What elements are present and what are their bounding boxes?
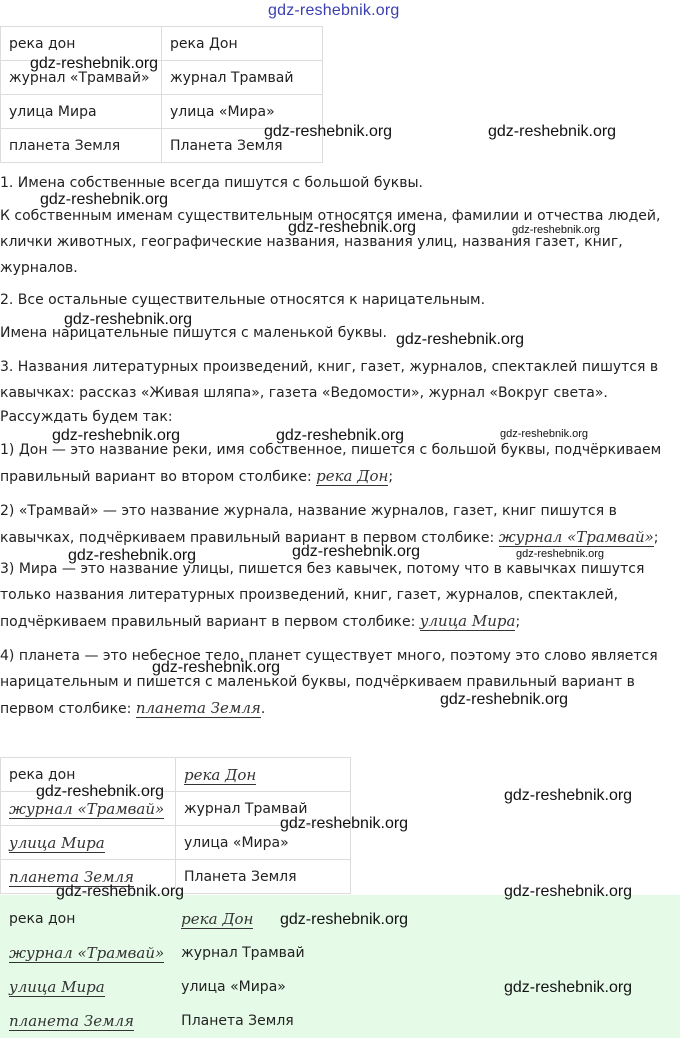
table-cell (176, 758, 351, 792)
table-row (1, 27, 323, 61)
punct: . (260, 701, 266, 717)
table-row (1, 758, 351, 792)
rule-2-detail: Имена нарицательные пишутся с маленькой буквы. (0, 325, 387, 341)
cell-text: журнал Трамвай (184, 800, 308, 817)
cell-text: река дон (9, 910, 76, 927)
table-cell (173, 936, 313, 970)
watermark: gdz-reshebnik.org (280, 815, 409, 832)
watermark: gdz-reshebnik.org (264, 123, 393, 140)
punct: ; (515, 614, 521, 630)
table-cell (1, 1004, 173, 1038)
table-cell (1, 792, 176, 826)
table-row (1, 792, 351, 826)
table-row (1, 1004, 314, 1038)
answer-underlined: планета Земля (135, 699, 261, 717)
watermark: gdz-reshebnik.org (516, 548, 605, 560)
watermark: gdz-reshebnik.org (396, 331, 525, 348)
table-cell: Планета Земля (162, 129, 323, 163)
watermark: gdz-reshebnik.org (152, 659, 281, 676)
table-cell: улица Мира (1, 95, 162, 129)
watermark: gdz-reshebnik.org (500, 428, 589, 440)
answer-table-highlighted (0, 901, 314, 1038)
cell-text: Планета Земля (181, 1012, 294, 1029)
table-cell (176, 860, 351, 894)
cell-text-underlined: журнал «Трамвай» (9, 799, 165, 818)
table-cell (173, 1004, 313, 1038)
reasoning-1 (0, 437, 680, 490)
watermark: gdz-reshebnik.org (40, 191, 169, 208)
reasoning-2 (0, 498, 680, 551)
site-header-watermark[interactable]: gdz-reshebnik.org (268, 2, 400, 19)
answer-underlined: река Дон (316, 467, 389, 485)
table-cell: журнал «Трамвай» (1, 61, 162, 95)
cell-text: улица «Мира» (181, 978, 286, 995)
table-row (1, 826, 351, 860)
watermark: gdz-reshebnik.org (276, 427, 405, 444)
table-row (1, 860, 351, 894)
answer-table (0, 757, 351, 894)
watermark: gdz-reshebnik.org (440, 691, 569, 708)
watermark: gdz-reshebnik.org (280, 911, 409, 928)
watermark: gdz-reshebnik.org (504, 979, 633, 996)
reasoning-text: 1) Дон — это название реки, имя собственное, пишется с большой буквы, подчёркиваем правильный вариант во втором столбике: (0, 442, 662, 485)
table-cell (1, 860, 176, 894)
cell-text: Планета Земля (184, 868, 297, 885)
table-cell (176, 826, 351, 860)
reasoning-text: 4) планета — это небесное тело, планет существует много, поэтому это слово является нарицательным и пишется с маленькой буквы, подчёркиваем правильный вариант в первом столбике: (0, 648, 658, 717)
table-row (1, 95, 323, 129)
table-row (1, 970, 314, 1004)
table-cell: улица «Мира» (162, 95, 323, 129)
cell-text: улица «Мира» (184, 834, 289, 851)
cell-text-underlined: река Дон (184, 765, 257, 784)
cell-text-underlined: улица Мира (9, 977, 105, 996)
table-cell: река Дон (162, 27, 323, 61)
watermark: gdz-reshebnik.org (288, 219, 417, 236)
cell-text-underlined: улица Мира (9, 833, 105, 852)
table-row (1, 902, 314, 936)
answer-underlined: журнал «Трамвай» (498, 528, 654, 546)
answer-underlined: улица Мира (419, 612, 516, 630)
table-cell (1, 936, 173, 970)
table-cell (1, 902, 173, 936)
table-cell: журнал Трамвай (162, 61, 323, 95)
rule-3: 3. Названия литературных произведений, книг, газет, журналов, спектаклей пишутся в кавычках: рассказ «Живая шляпа», газета «Ведомости», журнал «Вокруг света». (0, 359, 659, 401)
watermark: gdz-reshebnik.org (512, 224, 601, 236)
cell-text: река дон (9, 766, 76, 783)
cell-text-underlined: планета Земля (9, 1011, 134, 1030)
cell-text-underlined: планета Земля (9, 867, 134, 886)
reasoning-intro: Рассуждать будем так: (0, 409, 173, 425)
punct: ; (388, 469, 394, 485)
rule-1-detail: К собственным именам существительным относятся имена, фамилии и отчества людей, клички животных, географические названия, названия улиц, названия газет, книг, журналов. (0, 208, 661, 276)
table-cell (176, 792, 351, 826)
reasoning-3 (0, 556, 680, 635)
table-row (1, 61, 323, 95)
reasoning-text: 3) Мира — это название улицы, пишется без кавычек, потому что в кавычках пишутся только названия литературных произведений, книг, газет, журналов, спектаклей, подчёркиваем правильный вариант в первом столбике: (0, 561, 645, 630)
reasoning-text: 2) «Трамвай» — это название журнала, название журналов, газет, книг пишутся в кавычках, подчёркиваем правильный вариант в первом столбике: (0, 503, 617, 546)
rule-1: 1. Имена собственные всегда пишутся с большой буквы. (0, 175, 423, 191)
watermark: gdz-reshebnik.org (30, 55, 159, 72)
table-cell (173, 970, 313, 1004)
table-cell (173, 902, 313, 936)
watermark: gdz-reshebnik.org (64, 311, 193, 328)
watermark: gdz-reshebnik.org (36, 783, 165, 800)
punct: ; (653, 530, 659, 546)
table-cell (1, 970, 173, 1004)
table-row (1, 129, 323, 163)
table-cell (1, 758, 176, 792)
rule-2: 2. Все остальные существительные относятся к нарицательным. (0, 292, 486, 308)
watermark: gdz-reshebnik.org (52, 427, 181, 444)
cell-text-underlined: река Дон (181, 909, 254, 928)
watermark: gdz-reshebnik.org (504, 787, 633, 804)
table-cell (1, 826, 176, 860)
table-row (1, 936, 314, 970)
watermark: gdz-reshebnik.org (504, 883, 633, 900)
table-cell: планета Земля (1, 129, 162, 163)
watermark: gdz-reshebnik.org (292, 543, 421, 560)
cell-text: журнал Трамвай (181, 944, 305, 961)
cell-text-underlined: журнал «Трамвай» (9, 943, 165, 962)
task-table (0, 26, 323, 163)
watermark: gdz-reshebnik.org (56, 883, 185, 900)
watermark: gdz-reshebnik.org (68, 547, 197, 564)
reasoning-4 (0, 643, 680, 722)
table-cell: река дон (1, 27, 162, 61)
watermark: gdz-reshebnik.org (488, 123, 617, 140)
